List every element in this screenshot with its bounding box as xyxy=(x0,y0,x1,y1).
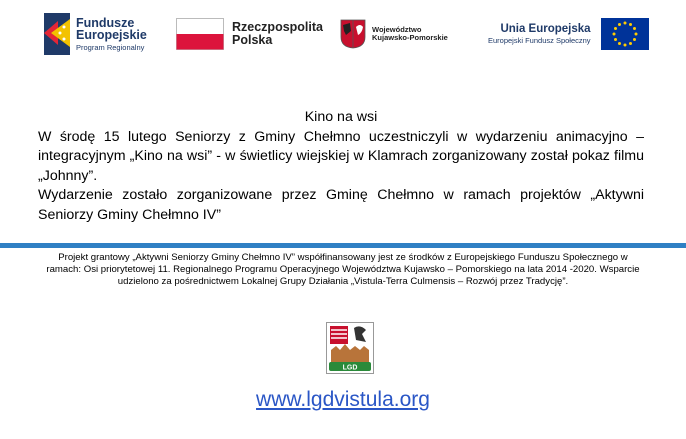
rzeczpospolita-polska-logo xyxy=(176,10,323,58)
fundusze-line1: Fundusze xyxy=(76,15,135,30)
polish-flag-icon xyxy=(176,18,224,50)
unia-europejska-logo xyxy=(488,10,649,58)
article-paragraph-1: W środę 15 lutego Seniorzy z Gminy Chełmno uczestniczyli w wydarzeniu animacyjno – integracyjnym „Kino na wsi” - w świetlicy wiejskiej w Klamrach zorganizowany został pokaz filmu „Johnny”. xyxy=(38,128,644,184)
logo-bar xyxy=(0,10,686,58)
fundusze-line2: Europejskie xyxy=(76,28,147,43)
kujawsko-coat-of-arms-icon xyxy=(340,19,366,49)
lgd-label: LGD xyxy=(342,364,358,372)
divider xyxy=(0,243,686,248)
lgd-logo xyxy=(326,322,374,374)
polska-line2: Polska xyxy=(232,33,273,47)
ue-line1: Unia Europejska xyxy=(500,22,591,35)
article-title: Kino na wsi xyxy=(304,109,378,125)
kujawsko-pomorskie-logo xyxy=(340,10,448,58)
kujawsko-line1: Województwo xyxy=(372,24,422,34)
ue-line2: Europejski Fundusz Społeczny xyxy=(488,36,591,46)
kujawsko-line2: Kujawsko-Pomorskie xyxy=(372,33,448,42)
website-link[interactable]: www.lgdvistula.org xyxy=(256,388,430,411)
eu-flag-icon xyxy=(601,18,649,50)
article-paragraph-2: Wydarzenie zostało zorganizowane przez Gminę Chełmno w ramach projektów „Aktywni Seniorzy Gminy Chełmno IV” xyxy=(38,187,644,223)
polska-line1: Rzeczpospolita xyxy=(232,19,323,34)
fundusze-europejskie-logo xyxy=(44,10,147,58)
fundusze-line3: Program Regionalny xyxy=(76,42,145,52)
project-note: Projekt grantowy „Aktywni Seniorzy Gminy Chełmno IV” współfinansowany jest ze środków z Europejskiego Funduszu Społecznego w ramach: Osi priorytetowej 11. Regionalnego Programu Operacyjnego Województwa Kujawsko – Pomorskiego na lata 2014 -2020. Wsparcie udzielono za pośrednictwem Lokalnej Grupy Działania „Vistula-Terra Culmensis – Rozwój przez Tradycję”. xyxy=(46,252,640,287)
article xyxy=(38,108,644,225)
fundusze-emblem-icon xyxy=(44,13,70,55)
